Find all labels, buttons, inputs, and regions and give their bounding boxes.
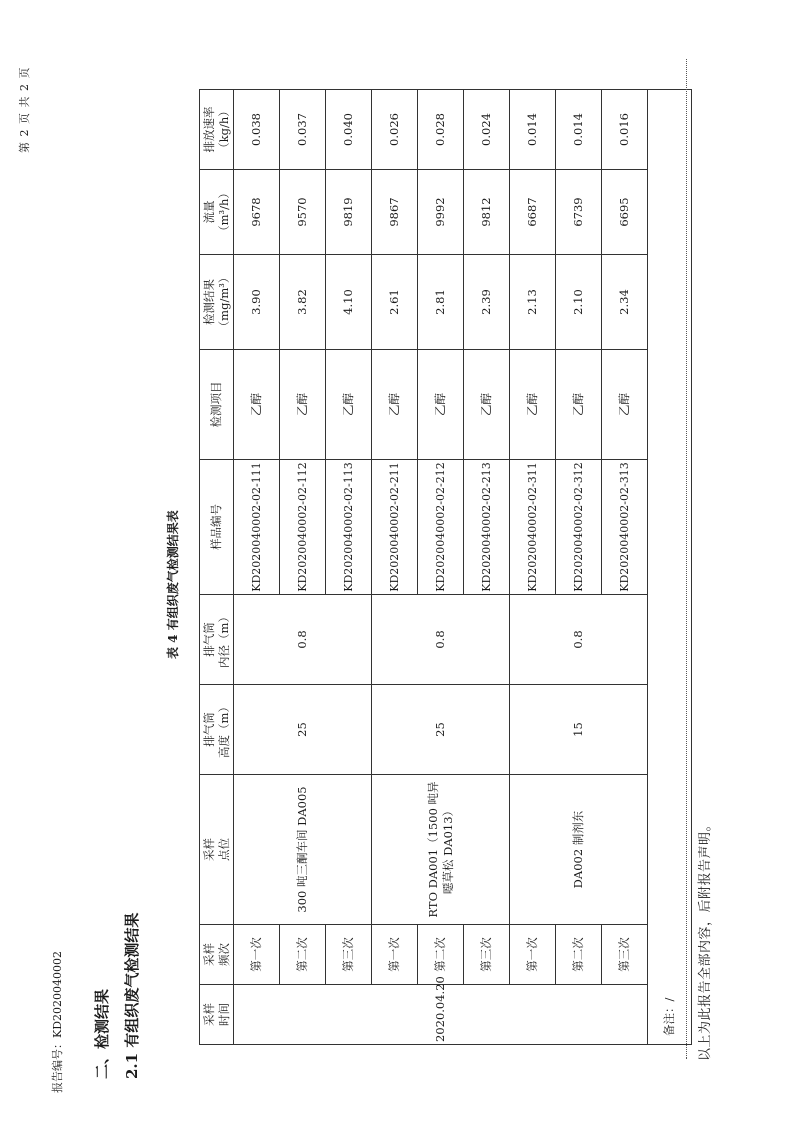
emission-rate: 0.038 [234, 90, 280, 170]
test-item: 乙醇 [234, 350, 280, 460]
test-item: 乙醇 [464, 350, 510, 460]
page-indicator: 第 2 页 共 2 页 [18, 66, 31, 153]
freq-cell: 第一次 [234, 925, 280, 985]
sample-id: KD2020040002-02-212 [418, 460, 464, 595]
header-sampling-point: 采样 点位 [200, 775, 234, 925]
emission-rate: 0.040 [326, 90, 372, 170]
table-caption: 表 4 有组织废气检测结果表 [166, 510, 180, 659]
stack-height: 25 [234, 685, 372, 775]
sampling-point: DA002 制剂东 [510, 775, 648, 925]
header-test-item: 检测项目 [200, 350, 234, 460]
flow-value: 9992 [418, 170, 464, 255]
stack-height: 15 [510, 685, 648, 775]
flow-value: 6739 [556, 170, 602, 255]
sampling-point: 300 吨三酮车间 DA005 [234, 775, 372, 925]
header-emission-rate: 排放速率 （kg/h） [200, 90, 234, 170]
subsection-title: 2.1 有组织废气检测结果 [123, 912, 141, 1079]
emission-rate: 0.028 [418, 90, 464, 170]
header-sample-id: 样品编号 [200, 460, 234, 595]
header-stack-height: 排气筒 高度（m） [200, 685, 234, 775]
flow-value: 9819 [326, 170, 372, 255]
remark: 备注：/ [648, 90, 692, 1045]
test-result: 2.81 [418, 255, 464, 350]
report-number: 报告编号：KD2020040002 [51, 950, 64, 1093]
sample-id: KD2020040002-02-213 [464, 460, 510, 595]
test-item: 乙醇 [372, 350, 418, 460]
header-row [200, 90, 234, 1045]
sample-id: KD2020040002-02-313 [602, 460, 648, 595]
test-result: 2.39 [464, 255, 510, 350]
test-result: 4.10 [326, 255, 372, 350]
emission-rate: 0.014 [556, 90, 602, 170]
header-test-result: 检测结果 （mg/m³） [200, 255, 234, 350]
test-result: 2.61 [372, 255, 418, 350]
sample-id: KD2020040002-02-111 [234, 460, 280, 595]
stack-diameter: 0.8 [234, 595, 372, 685]
flow-value: 9812 [464, 170, 510, 255]
table-row [510, 90, 556, 1045]
table-row [234, 90, 280, 1045]
header-sampling-frequency: 采样 频次 [200, 925, 234, 985]
test-result: 3.82 [280, 255, 326, 350]
header-flow: 流量 （m³/h） [200, 170, 234, 255]
sample-id: KD2020040002-02-311 [510, 460, 556, 595]
sampling-date: 2020.04.20 [234, 985, 648, 1045]
flow-value: 6687 [510, 170, 556, 255]
freq-cell: 第二次 [280, 925, 326, 985]
emission-rate: 0.016 [602, 90, 648, 170]
emission-rate: 0.014 [510, 90, 556, 170]
test-result: 2.34 [602, 255, 648, 350]
sample-id: KD2020040002-02-113 [326, 460, 372, 595]
dotted-divider [686, 59, 687, 1059]
test-item: 乙醇 [326, 350, 372, 460]
freq-cell: 第二次 [418, 925, 464, 985]
sampling-point: RTO DA001（1500 吨异噁草松 DA013） [372, 775, 510, 925]
freq-cell: 第三次 [602, 925, 648, 985]
sample-id: KD2020040002-02-312 [556, 460, 602, 595]
test-item: 乙醇 [602, 350, 648, 460]
freq-cell: 第一次 [510, 925, 556, 985]
freq-cell: 第三次 [326, 925, 372, 985]
stack-diameter: 0.8 [510, 595, 648, 685]
test-result: 3.90 [234, 255, 280, 350]
test-item: 乙醇 [280, 350, 326, 460]
flow-value: 9867 [372, 170, 418, 255]
stack-diameter: 0.8 [372, 595, 510, 685]
stack-height: 25 [372, 685, 510, 775]
results-table [199, 89, 692, 1045]
closing-statement: 以上为此报告全部内容，后附报告声明。 [698, 817, 713, 1061]
freq-cell: 第一次 [372, 925, 418, 985]
test-result: 2.10 [556, 255, 602, 350]
header-sampling-time: 采样 时间 [200, 985, 234, 1045]
header-stack-diameter: 排气筒 内径（m） [200, 595, 234, 685]
freq-cell: 第三次 [464, 925, 510, 985]
freq-cell: 第二次 [556, 925, 602, 985]
test-item: 乙醇 [556, 350, 602, 460]
emission-rate: 0.037 [280, 90, 326, 170]
flow-value: 6695 [602, 170, 648, 255]
test-item: 乙醇 [418, 350, 464, 460]
test-item: 乙醇 [510, 350, 556, 460]
emission-rate: 0.024 [464, 90, 510, 170]
sample-id: KD2020040002-02-112 [280, 460, 326, 595]
section-title: 二、检测结果 [93, 988, 111, 1079]
sample-id: KD2020040002-02-211 [372, 460, 418, 595]
emission-rate: 0.026 [372, 90, 418, 170]
remark-row [648, 90, 692, 1045]
flow-value: 9678 [234, 170, 280, 255]
table-row [372, 90, 418, 1045]
test-result: 2.13 [510, 255, 556, 350]
flow-value: 9570 [280, 170, 326, 255]
